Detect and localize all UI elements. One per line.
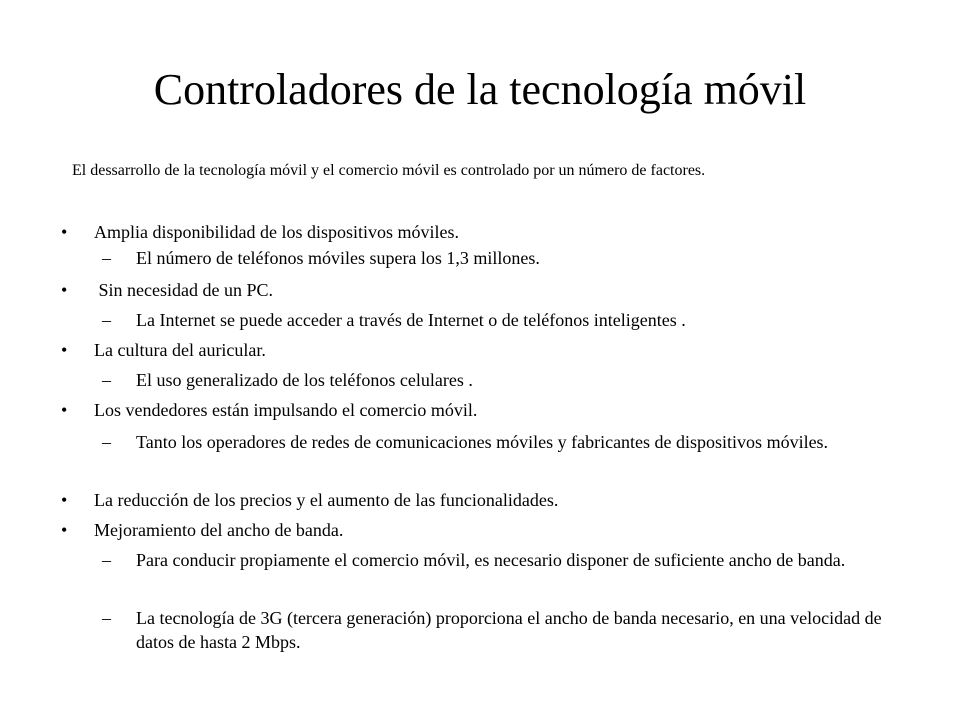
dash-marker: – xyxy=(102,608,111,628)
sub-item xyxy=(102,548,896,572)
bullet-item xyxy=(61,398,874,422)
bullet-marker: • xyxy=(61,222,68,242)
dash-marker: – xyxy=(102,310,111,330)
bullet-marker: • xyxy=(61,340,68,360)
dash-marker: – xyxy=(102,248,111,268)
sub-text: El uso generalizado de los teléfonos celulares . xyxy=(136,370,473,390)
bullet-marker: • xyxy=(61,280,68,300)
bullet-text: Sin necesidad de un PC. xyxy=(94,280,273,300)
sub-text: Tanto los operadores de redes de comunicaciones móviles y fabricantes de dispositivos móviles. xyxy=(136,432,829,452)
sub-item xyxy=(102,430,896,454)
bullet-item xyxy=(61,518,874,542)
bullet-item xyxy=(61,278,874,302)
bullet-text: La cultura del auricular. xyxy=(94,340,266,360)
bullet-text: Mejoramiento del ancho de banda. xyxy=(94,520,344,540)
dash-marker: – xyxy=(102,432,111,452)
bullet-item xyxy=(61,488,874,512)
sub-item xyxy=(102,308,896,332)
bullet-marker: • xyxy=(61,490,68,510)
sub-text: El número de teléfonos móviles supera los 1,3 millones. xyxy=(136,248,540,268)
bullet-marker: • xyxy=(61,400,68,420)
sub-text: La Internet se puede acceder a través de Internet o de teléfonos inteligentes . xyxy=(136,310,686,330)
sub-item xyxy=(102,368,896,392)
sub-item xyxy=(102,246,896,270)
sub-text: La tecnología de 3G (tercera generación) proporciona el ancho de banda necesario, en una velocidad de datos de hasta 2 Mbps. xyxy=(136,608,882,652)
dash-marker: – xyxy=(102,550,111,570)
bullet-text: Amplia disponibilidad de los dispositivos móviles. xyxy=(94,222,460,242)
bullet-text: Los vendedores están impulsando el comercio móvil. xyxy=(94,400,478,420)
slide-title: Controladores de la tecnología móvil xyxy=(153,65,807,114)
sub-text: Para conducir propiamente el comercio móvil, es necesario disponer de suficiente ancho de banda. xyxy=(136,550,846,570)
bullet-text: La reducción de los precios y el aumento de las funcionalidades. xyxy=(94,490,559,510)
dash-marker: – xyxy=(102,370,111,390)
bullet-item xyxy=(61,220,874,244)
intro-text: El dessarrollo de la tecnología móvil y el comercio móvil es controlado por un número de factores. xyxy=(72,162,706,179)
bullet-marker: • xyxy=(61,520,68,540)
sub-item xyxy=(102,606,896,654)
bullet-item xyxy=(61,338,874,362)
